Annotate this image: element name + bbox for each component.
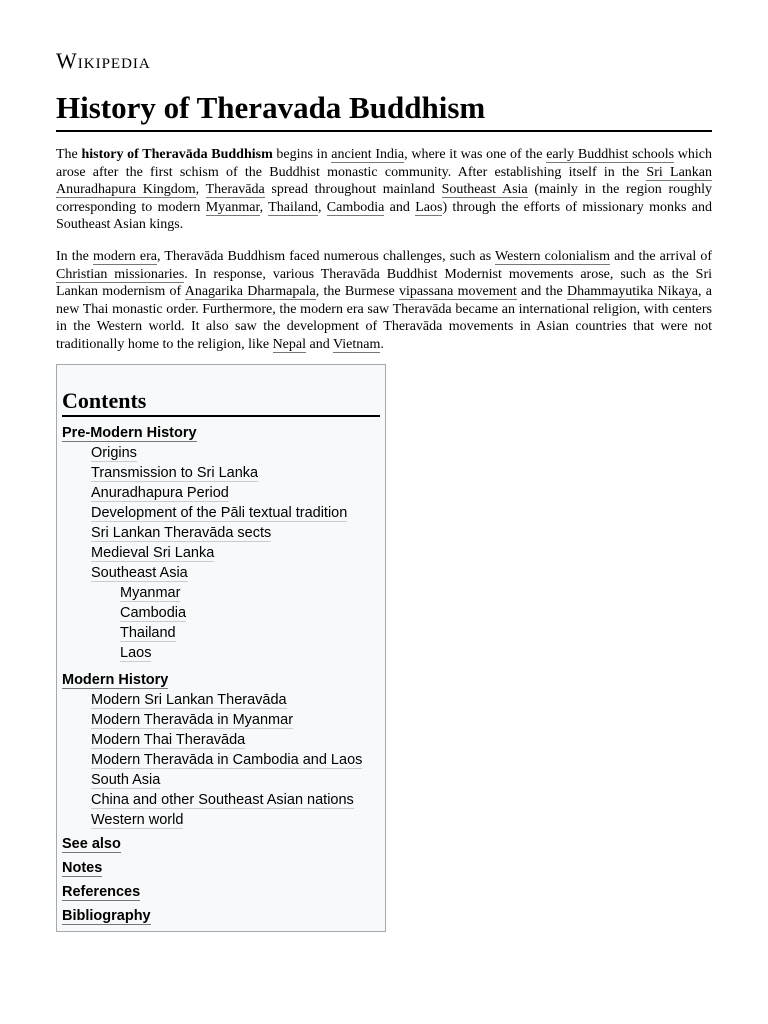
intro-paragraph-1 [56,146,712,234]
intro-paragraph-2 [56,248,712,354]
text: . In response, various Theravāda Buddhist Modernist movements arose, such as the Sri Lankan modernism of [56,266,712,300]
toc-section-see-also[interactable] [62,834,380,854]
toc-section-bibliography[interactable] [62,906,380,926]
text: and the [516,284,567,300]
text: , the Burmese [315,284,399,300]
toc-item-label[interactable]: Modern Theravāda in Cambodia and Laos [91,752,363,768]
toc-item[interactable] [62,790,380,810]
toc-item[interactable] [62,483,380,503]
toc-list [62,423,380,926]
text: spread throughout mainland [264,182,442,198]
link-theravada[interactable]: Theravāda [205,182,265,198]
link-sri-lankan[interactable]: Sri Lankan [646,164,712,180]
link-early-buddhist-schools[interactable]: early Buddhist schools [546,147,675,162]
link-western-colonialism[interactable]: Western colonialism [495,248,610,264]
text: The [56,147,82,162]
toc-subitem-label[interactable]: Laos [120,645,152,661]
toc-item[interactable] [62,523,380,543]
text: , where it was one of the [404,147,547,162]
toc-section-label[interactable]: See also [62,836,121,852]
toc-item-label[interactable]: Medieval Sri Lanka [91,545,215,561]
text: , [259,199,269,215]
toc-item-label[interactable]: Southeast Asia [91,565,188,581]
text: and the arrival of [610,248,712,264]
toc-item[interactable] [62,503,380,523]
toc-subitem[interactable] [62,643,380,663]
text: ) through the efforts of missionary monks and Southeast Asian kings. [56,199,712,233]
link-cambodia[interactable]: Cambodia [326,199,385,215]
toc-section-notes[interactable] [62,858,380,878]
toc-item[interactable] [62,563,380,583]
toc-item-label[interactable]: Origins [91,445,137,461]
toc-subitem[interactable] [62,583,380,603]
link-myanmar[interactable]: Myanmar [205,199,260,215]
link-modern-era[interactable]: modern era [93,248,157,264]
toc-section-modern-history[interactable] [62,670,380,690]
toc-title: Contents [62,387,380,417]
text: , [317,199,327,215]
toc-item-label[interactable]: Modern Thai Theravāda [91,732,246,748]
link-christian-missionaries[interactable]: Christian missionaries [56,266,185,282]
toc-item-label[interactable]: Western world [91,812,184,828]
link-ancient-india[interactable]: ancient India [331,147,405,162]
toc-item-label[interactable]: Anuradhapura Period [91,485,229,501]
toc-item[interactable] [62,443,380,463]
toc-item[interactable] [62,770,380,790]
toc-subitem[interactable] [62,603,380,623]
toc-item[interactable] [62,690,380,710]
text: . [380,336,384,352]
link-anuradhapura-kingdom[interactable]: Anuradhapura Kingdom [56,182,196,198]
link-thailand[interactable]: Thailand [268,199,318,215]
toc-item[interactable] [62,750,380,770]
toc-item[interactable] [62,710,380,730]
text: and [384,199,416,215]
toc-subitem-label[interactable]: Myanmar [120,585,181,601]
wikipedia-wordmark[interactable]: Wikipedia [56,48,151,73]
toc-item-label[interactable]: China and other Southeast Asian nations [91,792,354,808]
toc-section-label[interactable]: References [62,884,141,900]
toc-section-label[interactable]: Pre-Modern History [62,425,197,441]
article-page [56,46,713,924]
toc-subitem[interactable] [62,623,380,643]
toc-item-label[interactable]: Modern Theravāda in Myanmar [91,712,294,728]
text: , Theravāda Buddhism faced numerous challenges, such as [157,248,496,264]
link-vipassana-movement[interactable]: vipassana movement [398,284,517,300]
toc-item-label[interactable]: Transmission to Sri Lanka [91,465,259,481]
toc-subitem-label[interactable]: Cambodia [120,605,187,621]
text: , [195,182,206,198]
link-nepal[interactable]: Nepal [272,336,306,352]
toc-item-label[interactable]: South Asia [91,772,161,788]
link-southeast-asia[interactable]: Southeast Asia [441,182,528,198]
link-vietnam[interactable]: Vietnam [332,336,381,352]
toc-section-label[interactable]: Notes [62,860,103,876]
toc-section-label[interactable]: Modern History [62,672,169,688]
toc-item-label[interactable]: Development of the Pāli textual tradition [91,505,348,521]
table-of-contents [56,364,386,932]
bold-term: history of Theravāda Buddhism [81,147,273,162]
toc-item[interactable] [62,730,380,750]
link-dhammayutika-nikaya[interactable]: Dhammayutika Nikaya [566,284,698,300]
toc-subitem-label[interactable]: Thailand [120,625,176,641]
toc-section-pre-modern-history[interactable] [62,423,380,443]
text: (mainly in the region roughly corresponding to modern [56,182,713,215]
toc-item-label[interactable]: Modern Sri Lankan Theravāda [91,692,287,708]
text: which arose after the first schism of the Buddhist monastic community. After establishing itself in the [56,147,713,180]
toc-item[interactable] [62,543,380,563]
toc-section-references[interactable] [62,882,380,902]
page-title: History of Theravada Buddhism [56,88,712,132]
text: In the [56,248,94,264]
text: begins in [272,147,332,162]
text: and [306,336,333,352]
text: , a new Thai monastic order. Furthermore, the modern era saw Theravāda became an international religion, with centers in the Western world. It also saw the development of Theravāda movements in Asian countries that were not traditionally home to the religion, like [56,284,712,352]
toc-section-label[interactable]: Bibliography [62,908,151,924]
link-anagarika-dharmapala[interactable]: Anagarika Dharmapala [184,284,316,300]
link-laos[interactable]: Laos [415,199,443,215]
toc-item[interactable] [62,463,380,483]
toc-item-label[interactable]: Sri Lankan Theravāda sects [91,525,272,541]
toc-item[interactable] [62,810,380,830]
